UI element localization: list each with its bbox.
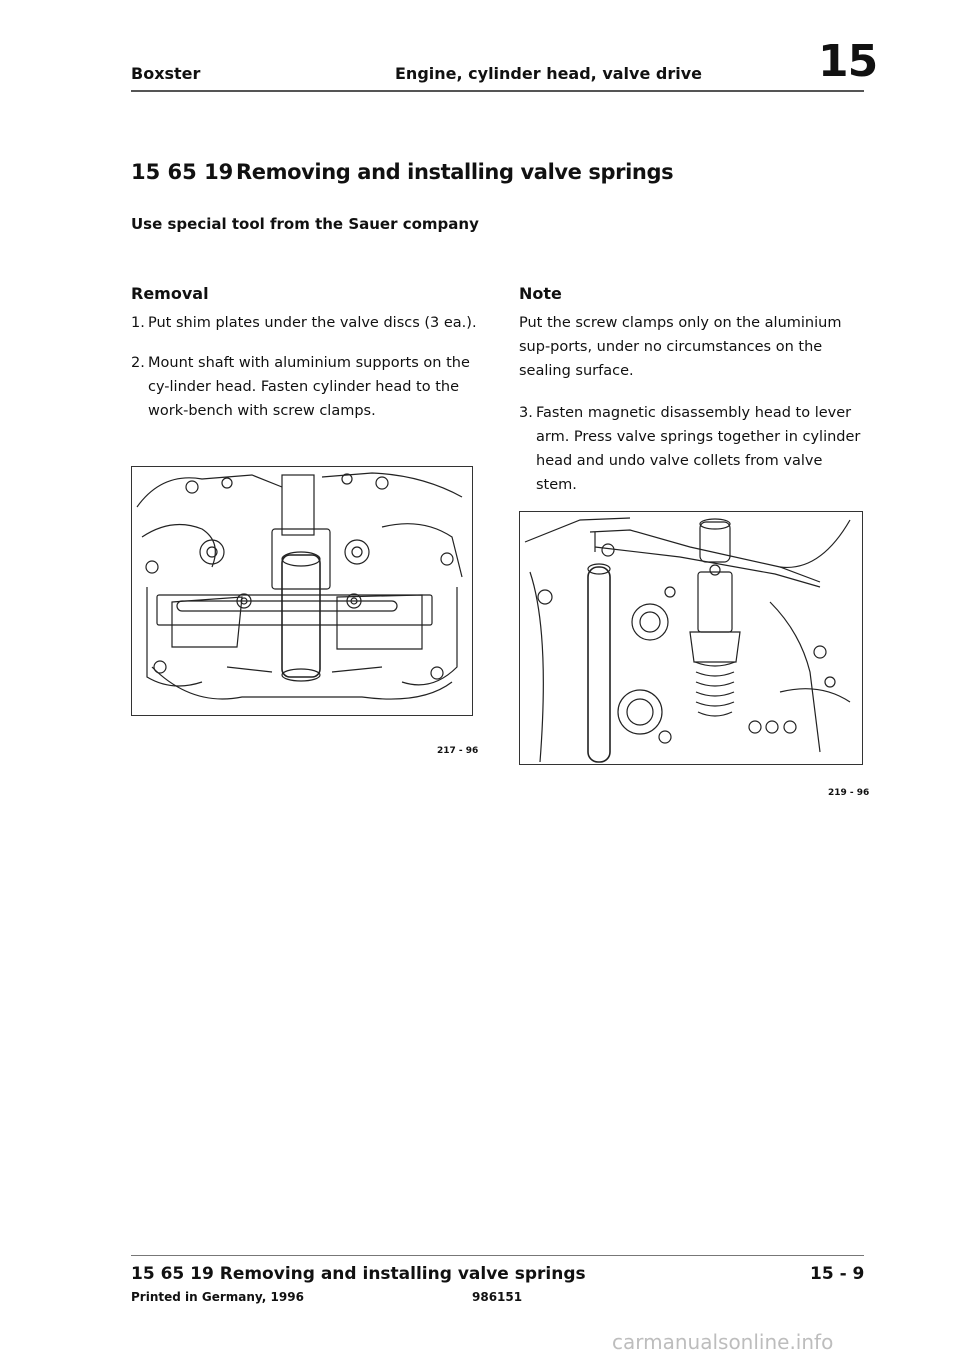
footer-printed: Printed in Germany, 1996 [131,1290,304,1304]
removal-heading: Removal [131,284,209,303]
note-text: Put the screw clamps only on the aluminium sup-ports, under no circumstances on the sealing surface. [519,315,842,379]
section-title: Removing and installing valve springs [236,160,674,184]
step-3 [519,401,864,497]
step-1-number: 1. [131,315,145,331]
chapter-number: 15 [818,36,878,87]
footer-rule [131,1255,864,1256]
step-1 [131,311,481,335]
figure-shaft-drawing [132,467,472,715]
figure-valve-spring-compression [519,511,863,765]
step-2 [131,351,481,423]
figure-shaft-on-cylinder-head [131,466,473,716]
step-2-number: 2. [131,355,145,371]
footer-code: 986151 [472,1290,523,1304]
section-number: 15 65 19 [131,160,234,184]
header-model: Boxster [131,64,201,83]
figure-label-217-96: 217 - 96 [437,746,479,756]
header-title: Engine, cylinder head, valve drive [395,64,702,83]
figure-valve-drawing [520,512,862,764]
step-2-text: Mount shaft with aluminium supports on the cy-linder head. Fasten cylinder head to the work-bench with screw clamps. [148,355,470,419]
page-number: 15 - 9 [810,1264,865,1284]
step-3-number: 3. [519,405,533,421]
step-1-text: Put shim plates under the valve discs (3 ea.). [148,315,477,331]
header-rule [131,90,864,92]
step-3-text: Fasten magnetic disassembly head to lever arm. Press valve springs together in cylinder head and undo valve collets from valve stem. [536,405,861,493]
note-heading: Note [519,284,562,303]
watermark: carmanualsonline.info [612,1330,834,1354]
footer-title: 15 65 19 Removing and installing valve springs [131,1264,586,1284]
figure-label-219-96: 219 - 96 [828,788,870,798]
section-intro: Use special tool from the Sauer company [131,215,479,233]
